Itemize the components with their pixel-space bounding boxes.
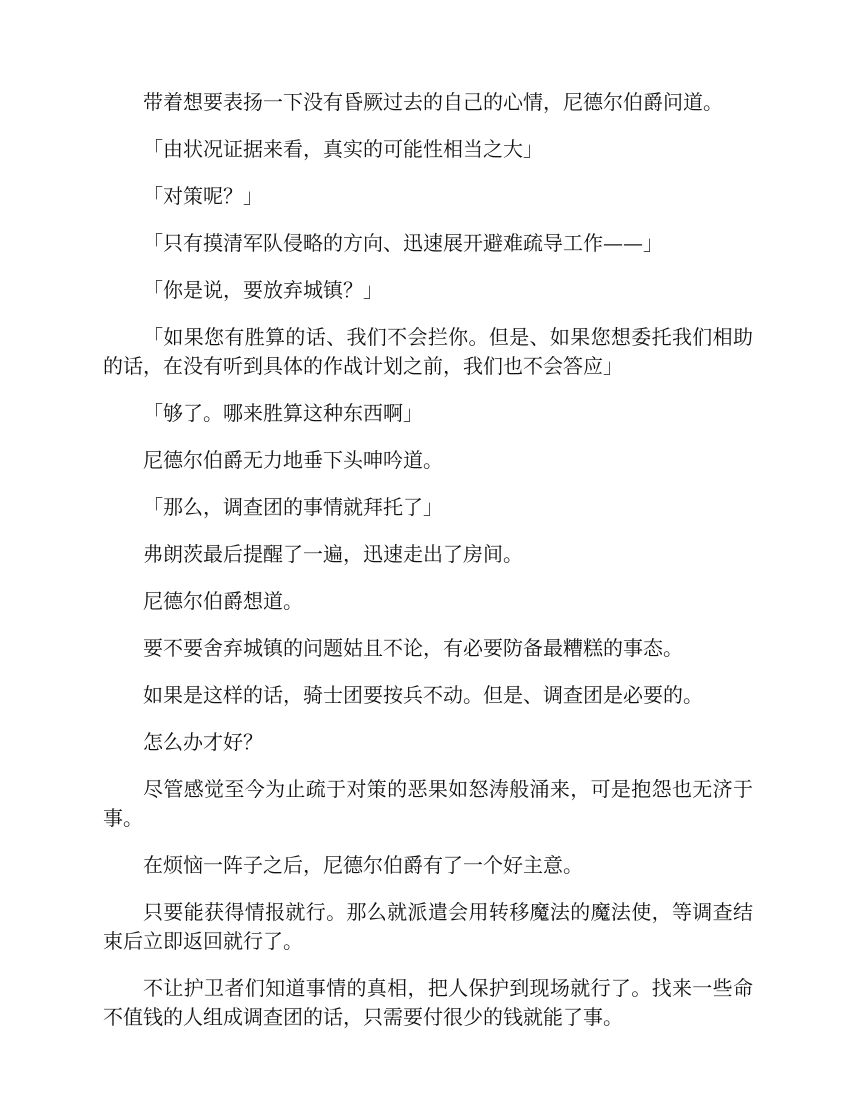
- paragraph: 「如果您有胜算的话、我们不会拦你。但是、如果您想委托我们相助的话，在没有听到具体的作战计划之前，我们也不会答应」: [103, 325, 753, 378]
- paragraph: 「对策呢？」: [143, 184, 263, 208]
- paragraph: 如果是这样的话，骑士团要按兵不动。但是、调查团是必要的。: [143, 683, 703, 707]
- paragraph: 「那么，调查团的事情就拜托了」: [143, 495, 443, 519]
- paragraph: 在烦恼一阵子之后，尼德尔伯爵有了一个好主意。: [143, 853, 583, 877]
- document-body: [103, 88, 753, 1050]
- paragraph: 「由状况证据来看，真实的可能性相当之大」: [143, 137, 543, 161]
- paragraph: 带着想要表扬一下没有昏厥过去的自己的心情，尼德尔伯爵问道。: [143, 90, 723, 114]
- paragraph: 要不要舍弃城镇的问题姑且不论，有必要防备最糟糕的事态。: [143, 636, 683, 660]
- paragraph: 弗朗茨最后提醒了一遍，迅速走出了房间。: [143, 542, 523, 566]
- paragraph: 只要能获得情报就行。那么就派遣会用转移魔法的魔法使，等调查结束后立即返回就行了。: [103, 900, 753, 953]
- paragraph: 「你是说，要放弃城镇？」: [143, 278, 383, 302]
- paragraph: 尼德尔伯爵无力地垂下头呻吟道。: [143, 448, 443, 472]
- paragraph: 「够了。哪来胜算这种东西啊」: [143, 401, 423, 425]
- paragraph: 不让护卫者们知道事情的真相，把人保护到现场就行了。找来一些命不值钱的人组成调查团的话，只需要付很少的钱就能了事。: [103, 976, 753, 1029]
- paragraph: 尼德尔伯爵想道。: [143, 589, 303, 613]
- paragraph: 「只有摸清军队侵略的方向、迅速展开避难疏导工作——」: [143, 231, 663, 255]
- paragraph: 尽管感觉至今为止疏于对策的恶果如怒涛般涌来，可是抱怨也无济于事。: [103, 777, 753, 830]
- paragraph: 怎么办才好？: [143, 730, 263, 754]
